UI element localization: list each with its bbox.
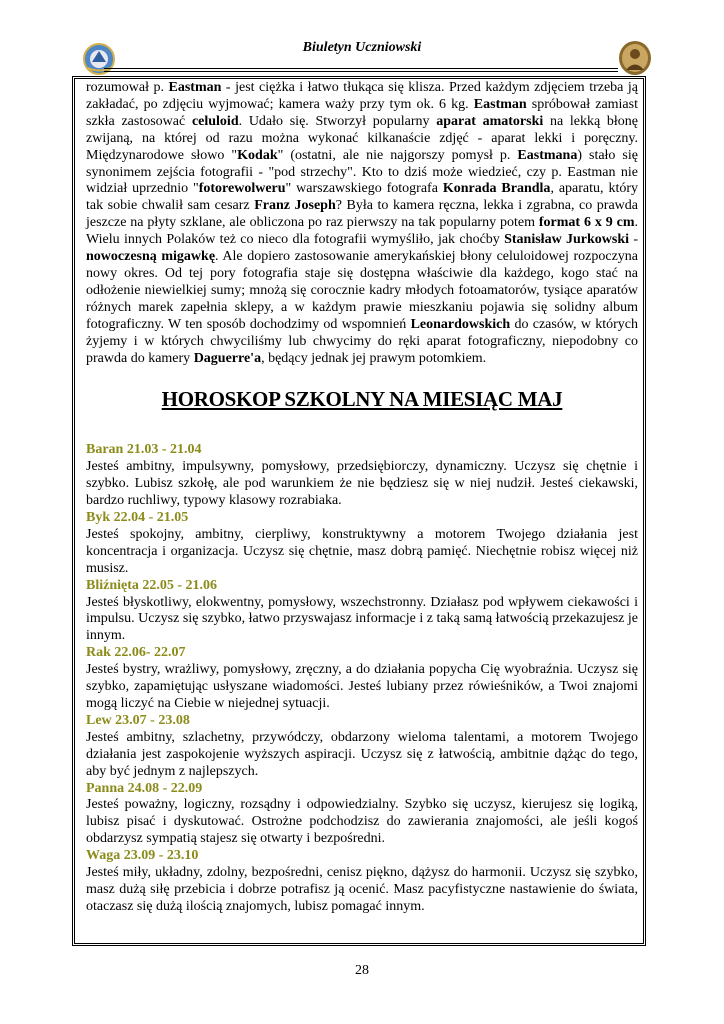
article-emphasis: Daguerre'a — [193, 350, 262, 366]
article-emphasis: Konrada Brandla — [442, 181, 551, 197]
article-emphasis: aparat amatorski — [436, 113, 544, 129]
article-paragraph — [86, 80, 638, 367]
page-content — [86, 80, 638, 916]
sign-description: Jesteś ambitny, szlachetny, przywódczy, obdarzony wieloma talentami, a motorem Twojego działania jest zaspokojenie wyższych aspiracji. Uczysz się z łatwością, ambitnie dążąc do tego, aby być jednym z najlepszych. — [86, 729, 638, 779]
patron-portrait-icon — [618, 40, 652, 76]
article-emphasis: Eastmana — [517, 147, 578, 163]
article-text: - jest ciężka i łatwo tłukąca się klisza. Przed każdym zdjęciem trzeba ją zakładać, po zdjęciu wyjmować; kamera waży przy tym ok. 6 kg. — [86, 80, 638, 112]
article-emphasis: Franz Joseph — [254, 198, 336, 214]
sign-description: Jesteś bystry, wrażliwy, pomysłowy, zręczny, a do działania popycha Cię wyobraźnia. Uczysz się szybko, zapamiętując usłyszane wiadomości. Jesteś lubiany przez rówieśników, a Twoi znajomi mogą liczyć na Ciebie w niejednej sytuacji. — [86, 662, 638, 711]
sign-description: Jesteś poważny, logiczny, rozsądny i odpowiedzialny. Szybko się uczysz, kierujesz się logiką, lubisz pisać i dyskutować. Ostrożne podchodzisz do zawierania znajomości, ale jeśli kogoś obdarzysz sympatią stajesz się otwarty i bezpośredni. — [86, 797, 638, 847]
sign-title: Waga 23.09 - 23.10 — [86, 848, 199, 864]
sign-title: Panna 24.08 - 22.09 — [86, 780, 203, 796]
article-emphasis: nowoczesną migawkę — [86, 249, 216, 265]
article-emphasis: celuloid — [191, 113, 239, 129]
article-text: ? Była to kamera ręczna, lekka i zgrabna, co prawda jeszcze na płyty szklane, ale obliczona po raz pierwszy na tak popularny potem — [86, 198, 638, 231]
article-text: ) stało się synonimem zejścia fotografii - "pod strzechy". Kto to dziś może wiedzieć, czy p. Eastman nie widział uprzednio " — [86, 147, 638, 197]
sign-description: Jesteś miły, układny, zdolny, bezpośredni, cenisz piękno, dążysz do harmonii. Uczysz się szybko, masz dużą siłę przebicia i dobrze potrafisz ją ocenić. Masz pacyfistyczne nastawienie do świata, otaczasz się dużą ilością znajomych, lubisz pomagać innym. — [86, 865, 638, 914]
article-emphasis: fotorewolweru — [198, 181, 286, 197]
horoscope-heading: HOROSKOP SZKOLNY NA MIESIĄC MAJ — [161, 387, 563, 412]
article-text: . Wielu innych Polaków też co nieco dla fotografii wymyśliło, jak choćby — [86, 215, 639, 248]
article-emphasis: Eastman — [168, 80, 222, 95]
bulletin-title: Biuletyn Uczniowski — [302, 40, 422, 55]
header-rule — [104, 71, 618, 72]
article-text: . Ale dopiero zastosowanie amerykańskiej błony celuloidowej rozpoczyna nowy okres. Od tej pory fotografia staje się dostępna właściwie dla każdego, kogo stać na odłożenie niewielkiej sumy; mnożą się corocznie kadry młodych fotoamatorów, tysiące aparatów różnych marek zapełnia sklepy, a w każdym prawie mieszkaniu pojawia się solidny album fotograficzny. W ten sposób dochodzimy od wspomnień — [86, 249, 638, 332]
sign-title: Rak 22.06- 22.07 — [86, 645, 186, 661]
article-text: " (ostatni, ale nie najgorszy pomysł p. — [277, 147, 518, 163]
sign-title: Baran 21.03 - 21.04 — [86, 442, 202, 458]
article-emphasis: Kodak — [237, 147, 278, 163]
article-text: na lekką błonę zwijaną, na której od razu można wykonać kilkanaście zdjęć - aparat lekki i poręczny. Międzynarodowe słowo " — [86, 113, 638, 163]
article-emphasis: Stanisław Jurkowski — [504, 232, 630, 248]
article-emphasis: Leonardowskich — [410, 316, 511, 332]
article-text: rozumował p. — [86, 80, 169, 95]
horoscope-list — [86, 442, 638, 915]
article-text: , będący jednak jej prawym potomkiem. — [261, 350, 487, 366]
sign-title: Lew 23.07 - 23.08 — [86, 712, 190, 728]
article-emphasis: format 6 x 9 cm — [538, 215, 635, 231]
sign-description: Jesteś spokojny, ambitny, cierpliwy, konstruktywny a motorem Twojego działania jest koncentracja i organizacja. Uczysz się chętnie, masz dobrą pamięć. Niechętnie robisz więcej niż musisz. — [86, 526, 638, 576]
article-text: do czasów, w których żyjemy i w których chwyciliśmy lub chwycimy do ręki aparat fotograficzny, niepodobny co prawda do kamery — [86, 316, 639, 366]
sign-description: Jesteś ambitny, impulsywny, pomysłowy, przedsiębiorczy, dynamiczny. Uczysz się chętnie i szybko. Lubisz szkołę, ale pod warunkiem że nie będziesz się w niej nudził. Jesteś ciekawski, bardzo ruchliwy, typowy klasowy rozrabiaka. — [86, 459, 638, 509]
article-text: . Udało się. Stworzył popularny — [238, 113, 437, 129]
article-emphasis: Eastman — [473, 96, 527, 112]
sign-description: Jesteś błyskotliwy, elokwentny, pomysłowy, wszechstronny. Działasz pod wpływem ciekawości i impulsu. Uczysz się szybko, łatwo przyswajasz informacje i z taką samą łatwością przekazujesz je innym. — [86, 594, 638, 644]
header-rule — [104, 68, 618, 69]
page-number: 28 — [355, 963, 369, 978]
sign-title: Bliźnięta 22.05 - 21.06 — [86, 577, 218, 593]
article-text: - — [629, 232, 638, 248]
page-header — [84, 28, 640, 78]
article-text: , aparatu, który tak sobie chwalił sam cesarz — [86, 181, 638, 214]
article-text: " warszawskiego fotografa — [285, 181, 443, 197]
sign-title: Byk 22.04 - 21.05 — [86, 510, 189, 526]
article-text: spróbował zamiast szkła zastosować — [86, 96, 638, 129]
